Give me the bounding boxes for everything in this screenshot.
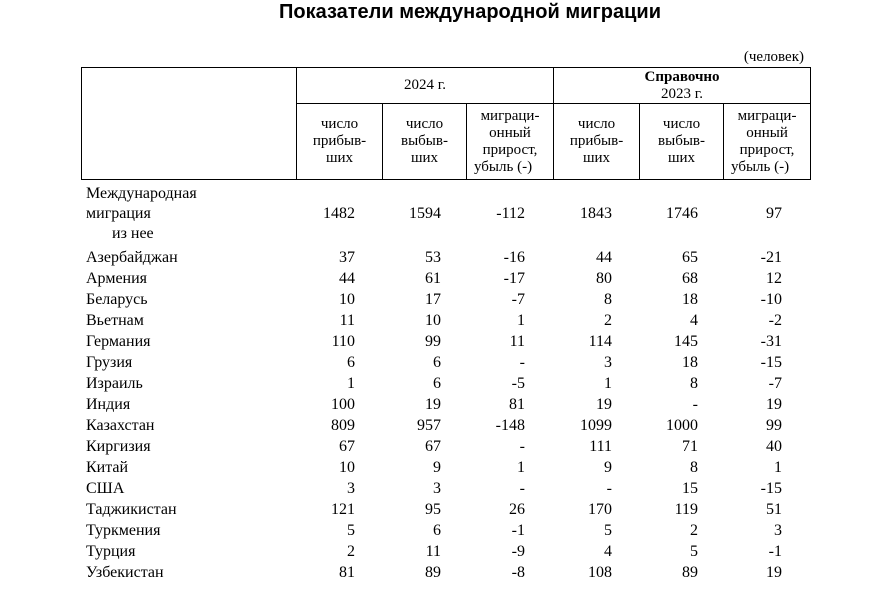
cell-arrived-2023: 1 (604, 375, 612, 392)
cell-migration-2024: - (519, 480, 525, 497)
header-group-2024: 2024 г. (297, 68, 554, 104)
cell-departed-2024: 3 (433, 480, 441, 497)
cell-departed-2023: 89 (682, 564, 698, 581)
cell-departed-2023: 145 (674, 333, 698, 350)
cell-migration-2024: -7 (511, 291, 525, 308)
table-header (81, 67, 811, 180)
total-row (86, 184, 816, 247)
cell-migration-2024: -9 (511, 543, 525, 560)
units-label: (человек) (743, 49, 804, 65)
total-label-line2: миграция (86, 205, 151, 222)
page-title: Показатели международной миграции (278, 1, 661, 23)
cell-departed-2024: 6 (433, 522, 441, 539)
cell-migration-2023: 51 (766, 501, 782, 518)
cell-arrived-2023: 9 (604, 459, 612, 476)
cell-departed-2024: 17 (425, 291, 441, 308)
cell-departed-2024: 957 (417, 417, 441, 434)
cell-migration-2024: 1 (517, 312, 525, 329)
cell-migration-2024: 1 (517, 459, 525, 476)
country-name: Казахстан (86, 417, 155, 434)
cell-departed-2023: 5 (690, 543, 698, 560)
cell-migration-2024: 81 (509, 396, 525, 413)
cell-arrived-2024: 44 (339, 270, 355, 287)
cell-departed-2023: 119 (674, 501, 698, 518)
header-reference-label: Справочно (644, 68, 720, 85)
cell-migration-2024: -1 (511, 522, 525, 539)
cell-departed-2023: 15 (682, 480, 698, 497)
header-col-arrived-2024: число прибыв- ших (297, 104, 383, 180)
country-name: Германия (86, 333, 151, 350)
cell-arrived-2023: - (606, 480, 612, 497)
cell-migration-2024: 26 (509, 501, 525, 518)
cell-arrived-2024: 809 (331, 417, 355, 434)
cell-migration-2023: 12 (766, 270, 782, 287)
total-arrived-2023: 1843 (580, 205, 612, 222)
cell-arrived-2024: 81 (339, 564, 355, 581)
table-row (86, 436, 816, 457)
cell-migration-2023: -2 (768, 312, 782, 329)
total-migration-2024: -112 (496, 205, 525, 222)
cell-arrived-2024: 1 (347, 375, 355, 392)
cell-departed-2024: 99 (425, 333, 441, 350)
header-col-arrived-2023: число прибыв- ших (554, 104, 640, 180)
cell-arrived-2024: 100 (331, 396, 355, 413)
cell-departed-2024: 61 (425, 270, 441, 287)
cell-arrived-2024: 11 (339, 312, 355, 329)
country-name: Армения (86, 270, 148, 287)
cell-arrived-2024: 67 (339, 438, 355, 455)
table-row (86, 478, 816, 499)
country-name: Грузия (86, 354, 133, 371)
table-row (86, 394, 816, 415)
cell-migration-2024: - (519, 438, 525, 455)
table-row (86, 247, 816, 268)
cell-departed-2024: 10 (425, 312, 441, 329)
cell-migration-2023: 19 (766, 396, 782, 413)
country-name: Вьетнам (86, 312, 144, 329)
cell-arrived-2023: 8 (604, 291, 612, 308)
header-col-migration-2024: миграци- онный прирост, убыль (-) (467, 104, 554, 180)
cell-migration-2023: -1 (768, 543, 782, 560)
cell-migration-2023: 40 (766, 438, 782, 455)
cell-arrived-2023: 5 (604, 522, 612, 539)
table-body (86, 184, 816, 583)
cell-arrived-2023: 80 (596, 270, 612, 287)
cell-arrived-2023: 111 (589, 438, 612, 455)
cell-migration-2023: 99 (766, 417, 782, 434)
cell-departed-2024: 6 (433, 375, 441, 392)
cell-migration-2024: -16 (503, 249, 525, 266)
cell-migration-2024: -5 (511, 375, 525, 392)
cell-arrived-2023: 44 (596, 249, 612, 266)
cell-arrived-2024: 2 (347, 543, 355, 560)
table-row (86, 457, 816, 478)
cell-migration-2023: 19 (766, 564, 782, 581)
table-row (86, 415, 816, 436)
header-empty-cell (82, 68, 297, 180)
cell-departed-2023: 18 (682, 354, 698, 371)
cell-migration-2023: 1 (774, 459, 782, 476)
cell-departed-2023: 8 (690, 459, 698, 476)
cell-migration-2023: -7 (768, 375, 782, 392)
table-row (86, 310, 816, 331)
cell-migration-2023: -15 (760, 480, 782, 497)
table-row (86, 352, 816, 373)
total-label-line3: из нее (112, 225, 154, 242)
cell-departed-2024: 6 (433, 354, 441, 371)
country-name: Израиль (86, 375, 143, 392)
cell-departed-2023: 18 (682, 291, 698, 308)
cell-departed-2024: 19 (425, 396, 441, 413)
cell-departed-2023: 65 (682, 249, 698, 266)
cell-arrived-2023: 4 (604, 543, 612, 560)
country-name: Таджикистан (86, 501, 177, 518)
cell-migration-2024: 11 (509, 333, 525, 350)
cell-arrived-2023: 170 (588, 501, 612, 518)
header-group-reference (554, 68, 811, 104)
cell-arrived-2023: 19 (596, 396, 612, 413)
cell-departed-2023: 68 (682, 270, 698, 287)
cell-arrived-2024: 37 (339, 249, 355, 266)
cell-arrived-2023: 114 (588, 333, 612, 350)
country-name: Беларусь (86, 291, 148, 308)
cell-arrived-2023: 108 (588, 564, 612, 581)
table-row (86, 289, 816, 310)
header-reference-year: 2023 г. (661, 85, 704, 102)
country-name: Индия (86, 396, 131, 413)
country-name: Китай (86, 459, 129, 476)
table-row (86, 373, 816, 394)
total-arrived-2024: 1482 (323, 205, 355, 222)
cell-migration-2023: -10 (760, 291, 782, 308)
table-row (86, 562, 816, 583)
total-label-line1: Международная (86, 185, 197, 202)
country-name: Киргизия (86, 438, 151, 455)
total-departed-2023: 1746 (666, 205, 698, 222)
cell-arrived-2024: 121 (331, 501, 355, 518)
country-name: Туркмения (86, 522, 161, 539)
country-name: США (86, 480, 125, 497)
cell-migration-2023: -15 (760, 354, 782, 371)
table-row (86, 520, 816, 541)
cell-migration-2024: - (519, 354, 525, 371)
cell-arrived-2024: 10 (339, 291, 355, 308)
country-name: Узбекистан (86, 564, 164, 581)
cell-arrived-2024: 5 (347, 522, 355, 539)
cell-migration-2023: 3 (774, 522, 782, 539)
cell-departed-2024: 9 (433, 459, 441, 476)
cell-departed-2024: 67 (425, 438, 441, 455)
cell-arrived-2024: 10 (339, 459, 355, 476)
total-departed-2024: 1594 (409, 205, 441, 222)
cell-arrived-2024: 110 (331, 333, 355, 350)
cell-arrived-2024: 3 (347, 480, 355, 497)
total-migration-2023: 97 (766, 205, 782, 222)
cell-arrived-2023: 1099 (580, 417, 612, 434)
cell-arrived-2023: 3 (604, 354, 612, 371)
table-row (86, 499, 816, 520)
table-row (86, 541, 816, 562)
country-name: Азербайджан (86, 249, 178, 266)
cell-departed-2024: 95 (425, 501, 441, 518)
country-rows (86, 247, 816, 583)
cell-departed-2024: 89 (425, 564, 441, 581)
cell-departed-2023: 4 (690, 312, 698, 329)
cell-migration-2024: -8 (511, 564, 525, 581)
cell-departed-2023: 2 (690, 522, 698, 539)
cell-departed-2023: - (692, 396, 698, 413)
header-col-migration-2023: миграци- онный прирост, убыль (-) (724, 104, 811, 180)
cell-migration-2024: -148 (495, 417, 525, 434)
cell-departed-2023: 1000 (666, 417, 698, 434)
cell-departed-2024: 11 (425, 543, 441, 560)
header-col-departed-2024: число выбыв- ших (383, 104, 467, 180)
cell-departed-2023: 8 (690, 375, 698, 392)
cell-migration-2023: -31 (760, 333, 782, 350)
cell-departed-2024: 53 (425, 249, 441, 266)
cell-migration-2023: -21 (760, 249, 782, 266)
table-row (86, 268, 816, 289)
cell-arrived-2024: 6 (347, 354, 355, 371)
cell-departed-2023: 71 (682, 438, 698, 455)
header-col-departed-2023: число выбыв- ших (640, 104, 724, 180)
cell-arrived-2023: 2 (604, 312, 612, 329)
table-row (86, 331, 816, 352)
country-name: Турция (86, 543, 136, 560)
cell-migration-2024: -17 (503, 270, 525, 287)
